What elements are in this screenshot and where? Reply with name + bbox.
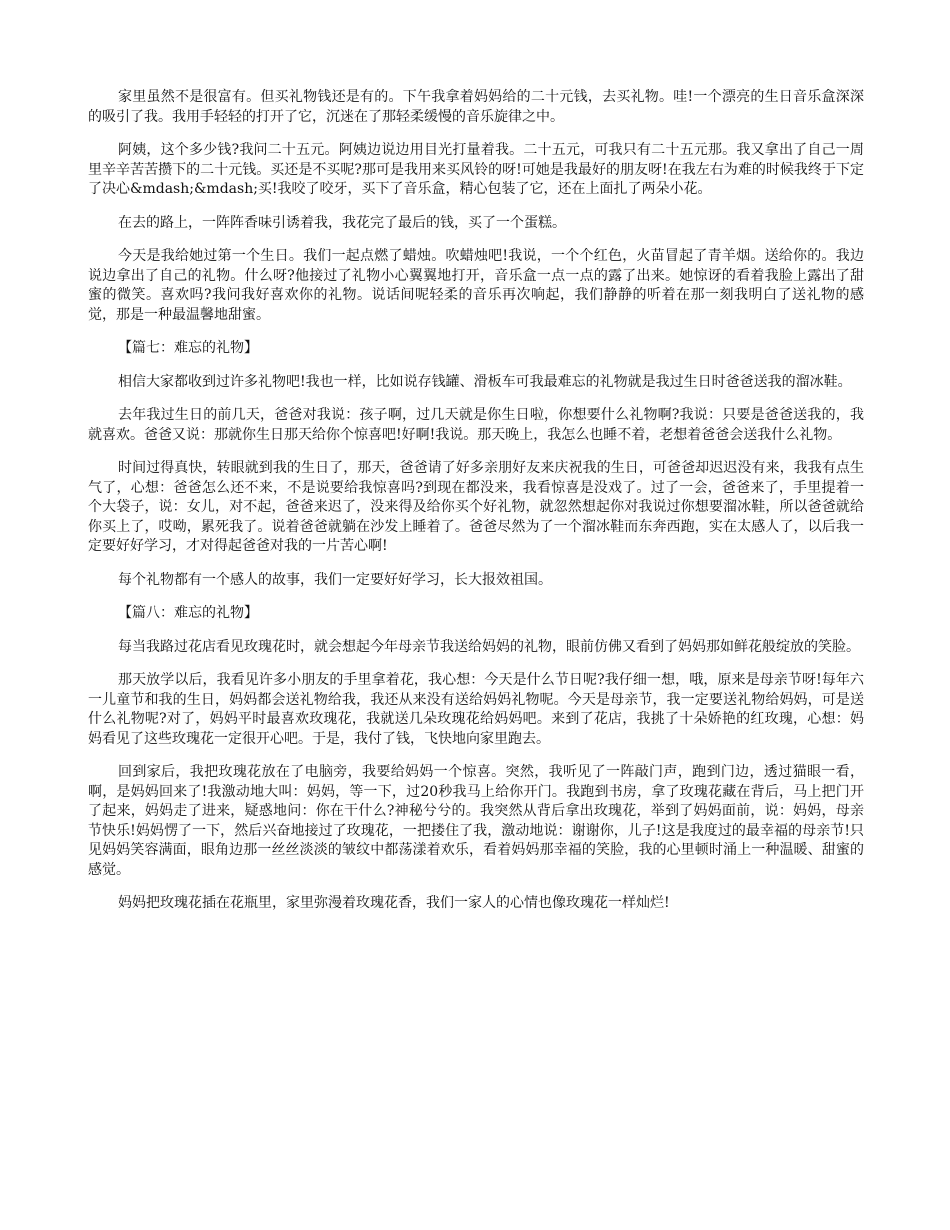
paragraph: 时间过得真快，转眼就到我的生日了，那天，爸爸请了好多亲朋好友来庆祝我的生日，可爸爸却迟迟没有来，我我有点生气了，心想：爸爸怎么还不来，不是说要给我惊喜吗?到现在都没来，我看惊喜是没戏了。过了一会，爸爸来了，手里提着一个大袋子，说：女儿，对不起，爸爸来迟了，没来得及给你买个好礼物，就忽然想起你对我说过你想要溜冰鞋，所以爸爸就给你买上了，哎呦，累死我了。说着爸爸就躺在沙发上睡着了。爸爸尽然为了一个溜冰鞋而东奔西跑，实在太感人了，以后我一定要好好学习，才对得起爸爸对我的一片苦心啊! — [88, 460, 864, 554]
paragraph: 去年我过生日的前几天，爸爸对我说：孩子啊，过几天就是你生日啦，你想要什么礼物啊?我说：只要是爸爸送我的，我就喜欢。爸爸又说：那就你生日那天给你个惊喜吧!好啊!我说。那天晚上，我怎么也睡不着，老想着爸爸会送我什么礼物。 — [88, 407, 864, 443]
paragraph: 回到家后，我把玫瑰花放在了电脑旁，我要给妈妈一个惊喜。突然，我听见了一阵敲门声，跑到门边，透过猫眼一看，啊，是妈妈回来了!我激动地大叫：妈妈，等一下，过20秒我马上给你开门。我跑到书房，拿了玫瑰花藏在背后，马上把门开了起来，妈妈走了进来，疑惑地问：你在干什么?神秘兮兮的。我突然从背后拿出玫瑰花，举到了妈妈面前，说：妈妈，母亲节快乐!妈妈愣了一下，然后兴奋地接过了玫瑰花，一把搂住了我，激动地说：谢谢你，儿子!这是我度过的最幸福的母亲节!只见妈妈笑容满面，眼角边那一丝丝淡淡的皱纹中都荡漾着欢乐，看着妈妈那幸福的笑脸，我的心里顿时涌上一种温暖、甜蜜的感觉。 — [88, 764, 864, 878]
paragraph: 家里虽然不是很富有。但买礼物钱还是有的。下午我拿着妈妈给的二十元钱，去买礼物。哇!一个漂亮的生日音乐盒深深的吸引了我。我用手轻轻的打开了它，沉迷在了那轻柔缓慢的音乐旋律之中。 — [88, 89, 864, 125]
section-heading: 【篇八：难忘的礼物】 — [118, 605, 258, 621]
paragraph: 那天放学以后，我看见许多小朋友的手里拿着花，我心想：今天是什么节日呢?我仔细一想，哦，原来是母亲节呀!每年六一儿童节和我的生日，妈妈都会送礼物给我，我还从来没有送给妈妈礼物呢。今天是母亲节，我一定要送礼物给妈妈，可是送什么礼物呢?对了，妈妈平时最喜欢玫瑰花，我就送几朵玫瑰花给妈妈吧。来到了花店，我挑了十朵娇艳的红玫瑰，心想：妈妈看见了这些玫瑰花一定很开心吧。于是，我付了钱，飞快地向家里跑去。 — [88, 672, 864, 747]
paragraph: 每个礼物都有一个感人的故事，我们一定要好好学习，长大报效祖国。 — [118, 571, 552, 588]
paragraph: 阿姨，这个多少钱?我问二十五元。阿姨边说边用目光打量着我。二十五元，可我只有二十五元那。我又拿出了自己一周里辛辛苦苦攒下的二十元钱。买还是不买呢?那可是我用来买风铃的呀!可她是我最好的朋友呀!在我左右为难的时候我终于下定了决心&mdash;&mdash;买!我咬了咬牙，买下了音乐盒，精心包装了它，还在上面扎了两朵小花。 — [88, 142, 864, 197]
paragraph: 妈妈把玫瑰花插在花瓶里，家里弥漫着玫瑰花香，我们一家人的心情也像玫瑰花一样灿烂! — [118, 895, 670, 911]
paragraph: 在去的路上，一阵阵香味引诱着我，我花完了最后的钱，买了一个蛋糕。 — [118, 214, 566, 231]
section-heading: 【篇七：难忘的礼物】 — [118, 340, 258, 356]
paragraph: 每当我路过花店看见玫瑰花时，就会想起今年母亲节我送给妈妈的礼物，眼前仿佛又看到了妈妈那如鲜花般绽放的笑脸。 — [118, 638, 860, 655]
paragraph: 今天是我给她过第一个生日。我们一起点燃了蜡烛。吹蜡烛吧!我说，一个个红色，火苗冒起了青羊烟。送给你的。我边说边拿出了自己的礼物。什么呀?他接过了礼物小心翼翼地打开，音乐盒一点一点的露了出来。她惊讶的看着我脸上露出了甜蜜的微笑。喜欢吗?我问我好喜欢你的礼物。说话间呢轻柔的音乐再次响起，我们静静的听着在那一刻我明白了送礼物的感觉，那是一种最温馨地甜蜜。 — [88, 248, 864, 323]
document-body — [88, 88, 864, 928]
paragraph: 相信大家都收到过许多礼物吧!我也一样，比如说存钱罐、滑板车可我最难忘的礼物就是我过生日时爸爸送我的溜冰鞋。 — [118, 373, 852, 390]
